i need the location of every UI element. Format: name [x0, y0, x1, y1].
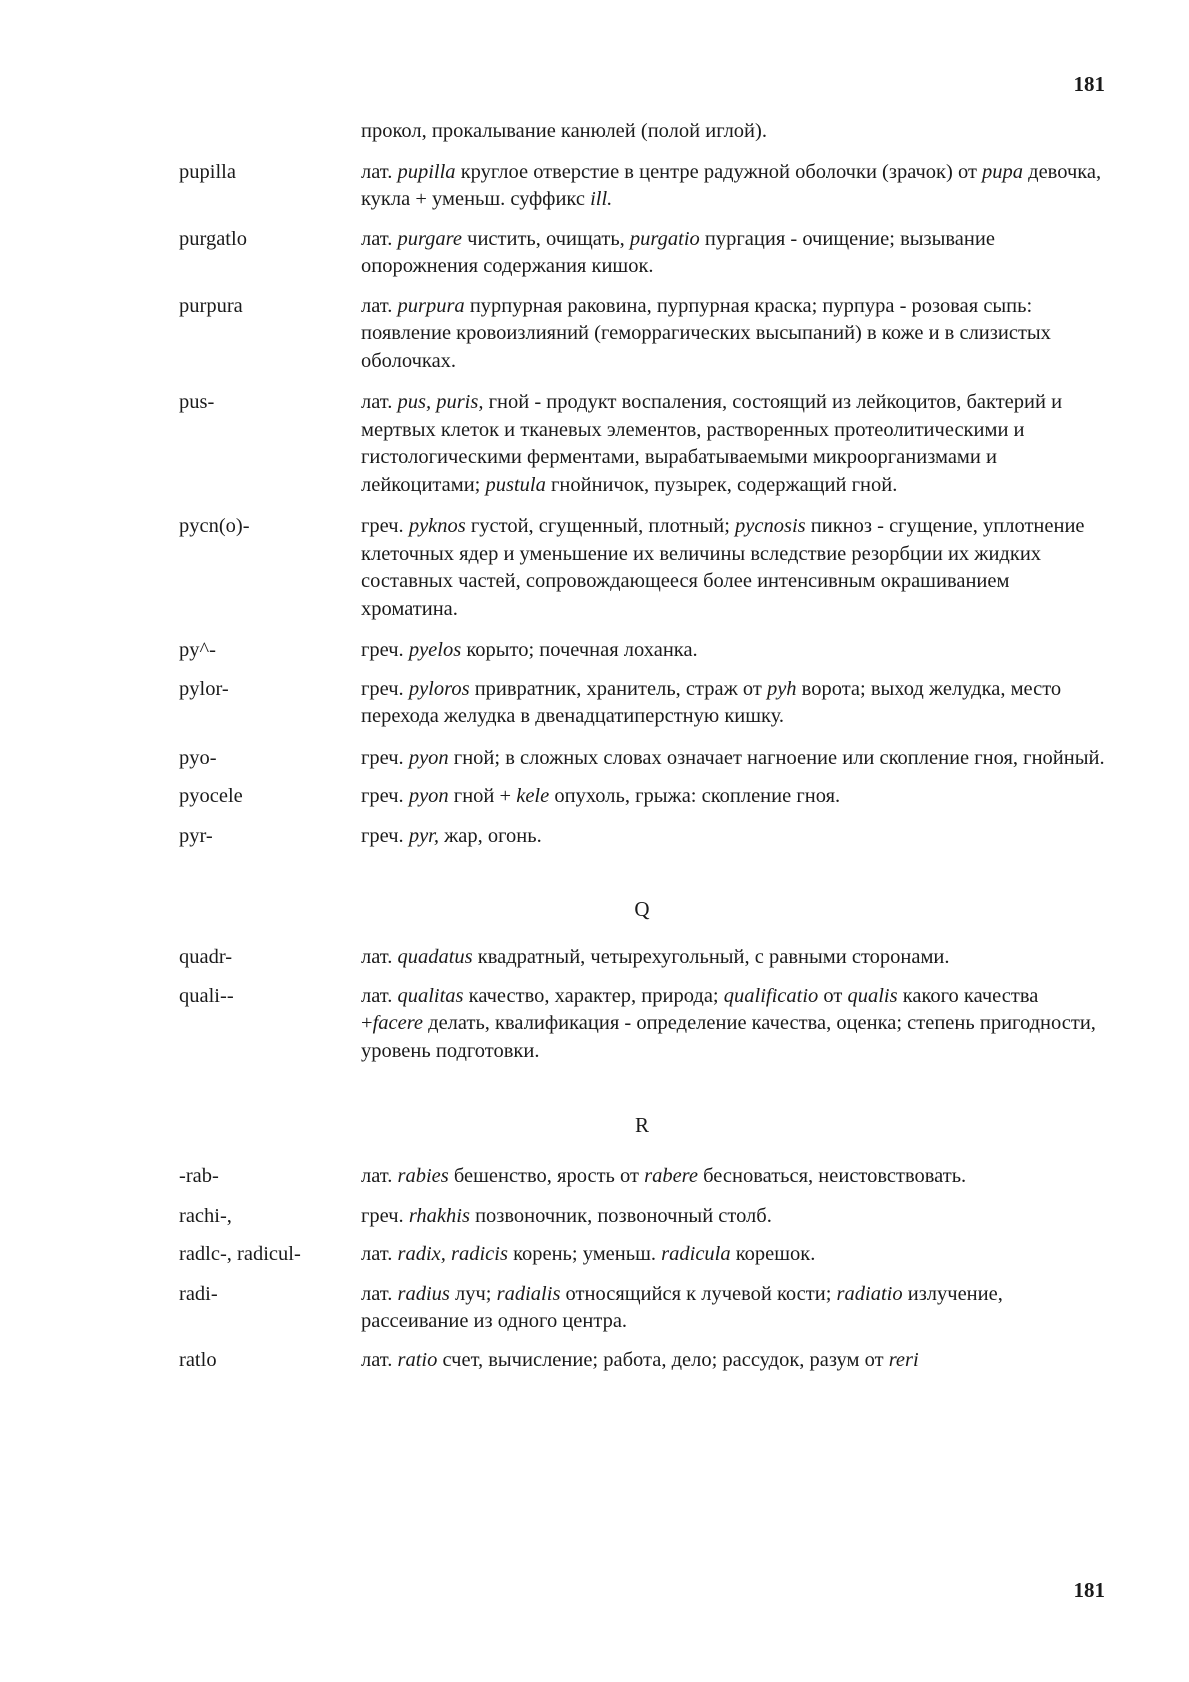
- definition-text: лат.: [361, 984, 398, 1007]
- entry-definition: [361, 1163, 1105, 1191]
- entry-term: purgatlo: [179, 227, 247, 250]
- definition-italic-word: radialis: [496, 1282, 561, 1305]
- definition-text: пургация - очищение; вызывание опорожнения содержания кишок.: [361, 227, 995, 277]
- definition-text: гной - продукт воспаления, состоящий из лейкоцитов, бактерий и мертвых клеток и тканевых элементов, растворенных протеолитическими и гистологическими ферментами, вырабатываемыми микроорганизмами и лейкоцитами;: [361, 391, 1063, 496]
- definition-text: лат.: [361, 946, 398, 968]
- entry-definition: [361, 783, 1105, 811]
- entry-definition: [361, 745, 1105, 773]
- dictionary-entry: [179, 159, 1105, 214]
- definition-italic-word: radix, radicis: [397, 1243, 508, 1265]
- dictionary-entry: [179, 944, 1105, 972]
- definition-italic-word: pyelos: [408, 639, 462, 661]
- entry-definition: [361, 944, 1105, 972]
- definition-italic-word: purgatio: [629, 227, 700, 250]
- definition-italic-word: quadatus: [397, 946, 473, 968]
- definition-text: позвоночник, позвоночный столб.: [469, 1204, 772, 1227]
- definition-text: лат.: [361, 1348, 398, 1371]
- definition-italic-word: radiatio: [836, 1282, 903, 1305]
- definition-text: корень; уменьш.: [507, 1243, 662, 1265]
- definition-text: квадратный, четырехугольный, с равными сторонами.: [472, 946, 950, 968]
- entry-term: purpura: [179, 294, 243, 317]
- definition-italic-word: rhakhis: [408, 1204, 470, 1227]
- definition-text: лат.: [361, 1243, 398, 1265]
- dictionary-entry: [179, 1203, 1105, 1231]
- definition-text: греч.: [361, 515, 409, 537]
- entry-definition: [361, 1347, 1105, 1375]
- definition-text: от: [818, 984, 848, 1007]
- definition-text: лат.: [361, 227, 398, 250]
- dictionary-entry: [179, 783, 1105, 811]
- dictionary-entry: [179, 1347, 1105, 1375]
- definition-text: круглое отверстие в центре радужной оболочки (зрачок) от: [455, 160, 983, 183]
- definition-text: греч.: [361, 1204, 409, 1227]
- definition-italic-word: pupa: [982, 160, 1024, 183]
- definition-italic-word: pyh: [766, 677, 797, 700]
- definition-italic-word: rabies: [397, 1165, 449, 1187]
- dictionary-entry: [179, 1163, 1105, 1191]
- definition-text: гнойничок, пузырек, содержащий гной.: [545, 473, 898, 496]
- entry-term: -rab-: [179, 1165, 219, 1187]
- definition-text: излучение, рассеивание из одного центра.: [361, 1282, 1003, 1332]
- definition-text: гной +: [448, 785, 517, 807]
- definition-italic-word: pyon: [408, 746, 449, 769]
- definition-text: лат.: [361, 294, 398, 317]
- entry-definition: [361, 226, 1105, 281]
- definition-italic-word: qualificatio: [723, 984, 819, 1007]
- definition-italic-word: pycnosis: [735, 515, 806, 537]
- definition-text: бесноваться, неистовствовать.: [698, 1165, 967, 1187]
- entry-term: rachi-,: [179, 1204, 232, 1227]
- definition-text: греч.: [361, 639, 409, 661]
- entry-definition: [361, 823, 1105, 851]
- definition-text: греч.: [361, 785, 409, 807]
- definition-italic-word: facere: [372, 1012, 424, 1034]
- definition-italic-word: pyknos: [408, 515, 466, 537]
- entry-term: pyo-: [179, 746, 217, 769]
- definition-text: греч.: [361, 824, 409, 847]
- definition-text: луч;: [449, 1282, 497, 1305]
- entry-term: ratlo: [179, 1348, 217, 1371]
- dictionary-entry: [179, 226, 1105, 281]
- entries-p: [179, 159, 1105, 851]
- definition-italic-word: pyr,: [408, 824, 439, 847]
- definition-italic-word: radius: [397, 1282, 450, 1305]
- definition-italic-word: purgare: [397, 227, 463, 250]
- entry-definition: [361, 1203, 1105, 1231]
- definition-text: жар, огонь.: [439, 824, 542, 847]
- definition-italic-word: purpura: [397, 294, 465, 317]
- entries-r: [179, 1163, 1105, 1374]
- dictionary-entry: [179, 745, 1105, 773]
- definition-text: привратник, хранитель, страж от: [469, 677, 767, 700]
- section-letter-r: R: [634, 1113, 649, 1137]
- definition-text: греч.: [361, 677, 409, 700]
- definition-text: корыто; почечная лоханка.: [461, 639, 698, 661]
- dictionary-entry: [179, 513, 1105, 623]
- entry-term: pylor-: [179, 677, 229, 700]
- definition-italic-word: pyloros: [408, 677, 470, 700]
- dictionary-entry: [179, 293, 1105, 376]
- continuation-entry: [179, 118, 1105, 146]
- dictionary-content: [179, 118, 1105, 1374]
- page-number-bottom: 181: [1073, 1578, 1105, 1602]
- definition-text: чистить, очищать,: [462, 227, 630, 250]
- definition-text: пурпурная раковина, пурпурная краска; пурпура - розовая сыпь: появление кровоизлияний (геморрагических высыпаний) в коже и в слизистых оболочках.: [361, 294, 1051, 372]
- entry-term: pyocele: [179, 785, 243, 807]
- definition-italic-word: pyon: [408, 785, 449, 807]
- definition-italic-word: rabere: [644, 1165, 698, 1187]
- definition-text: лат.: [361, 1165, 398, 1187]
- definition-italic-word: qualis: [847, 984, 898, 1007]
- definition-italic-word: pupilla: [397, 160, 456, 183]
- definition-text: опухоль, грыжа: скопление гноя.: [549, 785, 841, 807]
- continuation-text: прокол, прокалывание канюлей (полой иглой).: [361, 120, 767, 142]
- entry-definition: [361, 676, 1105, 731]
- definition-text: девочка, кукла + уменьш. суффикс: [361, 160, 1102, 210]
- entry-term: pus-: [179, 391, 215, 413]
- definition-italic-word: kele: [516, 785, 550, 807]
- dictionary-entry: [179, 983, 1105, 1066]
- definition-text: пикноз - сгущение, уплотнение клеточных ядер и уменьшение их величины вследствие резорбции их жидких составных частей, сопровождающееся более интенсивным окрашиванием хроматина.: [361, 515, 1085, 620]
- entry-term: radi-: [179, 1282, 218, 1305]
- entries-q: [179, 944, 1105, 1065]
- definition-text: лат.: [361, 1282, 398, 1305]
- dictionary-entry: [179, 1281, 1105, 1336]
- definition-text: греч.: [361, 746, 409, 769]
- entry-definition: [361, 293, 1105, 376]
- entry-definition: [361, 389, 1105, 499]
- entry-term: quali--: [179, 984, 234, 1007]
- entry-definition: [361, 1281, 1105, 1336]
- definition-italic-word: ratio: [397, 1348, 438, 1371]
- definition-italic-word: radicula: [661, 1243, 731, 1265]
- page-number-top: 181: [1073, 72, 1105, 96]
- dictionary-entry: [179, 823, 1105, 851]
- entry-definition: [361, 513, 1105, 623]
- definition-text: делать, квалификация - определение качества, оценка; степень пригодности, уровень подготовки.: [361, 1012, 1096, 1062]
- dictionary-entry: [179, 676, 1105, 731]
- definition-text: ворота; выход желудка, место перехода желудка в двенадцатиперстную кишку.: [361, 677, 1062, 727]
- definition-text: гной; в сложных словах означает нагноение или скопление гноя, гнойный.: [448, 746, 1105, 769]
- dictionary-entry: [179, 1241, 1105, 1269]
- definition-text: качество, характер, природа;: [463, 984, 724, 1007]
- definition-text: бешенство, ярость от: [448, 1165, 645, 1187]
- entry-definition: [361, 1241, 1105, 1269]
- definition-text: относящийся к лучевой кости;: [560, 1282, 837, 1305]
- definition-text: какого качества +: [361, 984, 1039, 1034]
- definition-italic-word: ill.: [590, 188, 613, 210]
- definition-text: густой, сгущенный, плотный;: [465, 515, 736, 537]
- entry-term: pycn(o)-: [179, 515, 250, 537]
- entry-term: pupilla: [179, 160, 236, 183]
- entry-definition: [361, 159, 1105, 214]
- entry-term: radlc-, radicul-: [179, 1243, 301, 1265]
- entry-term: quadr-: [179, 946, 233, 968]
- definition-italic-word: pus, puris,: [397, 391, 484, 413]
- dictionary-entry: [179, 637, 1105, 665]
- definition-italic-word: pustula: [485, 473, 546, 496]
- entry-term: py^-: [179, 639, 216, 661]
- entry-term: pyr-: [179, 824, 213, 847]
- definition-text: счет, вычисление; работа, дело; рассудок, разум от: [437, 1348, 889, 1371]
- section-letter-q: Q: [634, 897, 650, 921]
- definition-text: корешок.: [730, 1243, 816, 1265]
- definition-italic-word: reri: [888, 1348, 919, 1371]
- entry-definition: [361, 637, 1105, 665]
- dictionary-entry: [179, 389, 1105, 499]
- definition-text: лат.: [361, 160, 398, 183]
- definition-italic-word: qualitas: [397, 984, 464, 1007]
- definition-text: лат.: [361, 391, 398, 413]
- entry-definition: [361, 983, 1105, 1066]
